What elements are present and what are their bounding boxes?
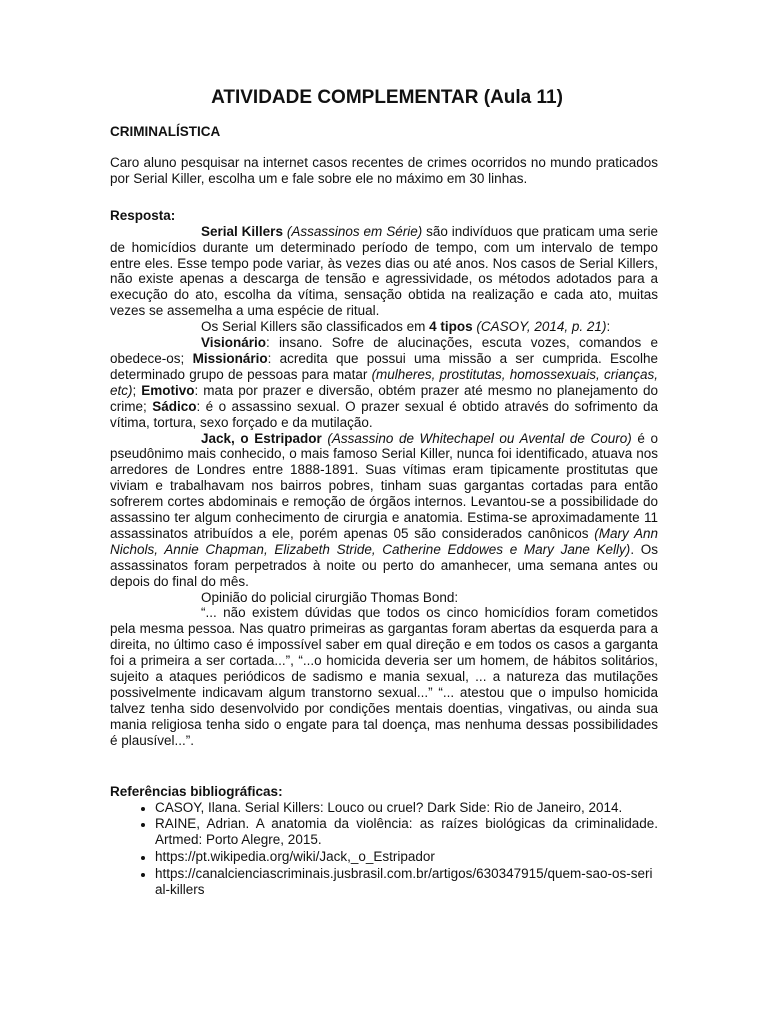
paragraph-types (110, 335, 658, 430)
reference-item: • RAINE, Adrian. A anatomia da violência: as raízes biológicas da criminalidade. Artmed: Porto Alegre, 2015. (155, 816, 658, 848)
reference-link[interactable]: • https://canalcienciascriminais.jusbrasil.com.br/artigos/630347915/quem-sao-os-serial-killers (155, 866, 658, 898)
subject-heading: CRIMINALÍSTICA (110, 124, 221, 139)
type-missionario-examples: (mulheres, prostitutas, homossexuais, crianças, etc) (110, 366, 659, 398)
type-emotivo: Emotivo (141, 382, 195, 398)
reference-link[interactable]: • https://pt.wikipedia.org/wiki/Jack,_o_Estripador (155, 849, 658, 865)
answer-label: Resposta: (110, 207, 176, 223)
paragraph-classification (110, 319, 658, 335)
term-serial-killers: Serial Killers (201, 223, 283, 239)
classification-citation: (CASOY, 2014, p. 21) (476, 319, 607, 335)
type-sadico-desc: : é o assassino sexual. O prazer sexual é obtido através do sofrimento da vítima, tortura, sexo forçado e da mutilação. (110, 398, 658, 430)
type-emotivo-desc: : mata por prazer e diversão, obtém prazer até mesmo no planejamento do crime; (110, 382, 658, 414)
references-heading: Referências bibliográficas: (110, 783, 283, 799)
document-page (110, 86, 658, 899)
paragraph-bond-quote: “... não existem dúvidas que todos os cinco homicídios foram cometidos pela mesma pessoa. Nas quatro primeiras as gargantas foram abertas da esquerda para a direita, no último caso é impossível saber em qual direção e em todos os casos a garganta foi a primeira a ser cortada...”, “...o homicida deveria ser um homem, de hábitos solitários, sujeito a ataques periódicos de sadismo e mania sexual, ... a natureza das mutilações possivelmente indicavam algum transtorno sexual...” “... atestou que o impulso homicida talvez tenha sido desenvolvido por condições mentais doentias, vingativas, ou ainda sua mania religiosa tenha sido o engate para tal doença, mas nenhuma dessas possibilidades é plausível...”. (110, 605, 658, 748)
classification-intro: Os Serial Killers são classificados em (201, 319, 430, 335)
jack-alias: (Assassino de Whitechapel ou Avental de Couro) (327, 430, 632, 446)
type-visionario-desc: : insano. Sofre de alucinações, escuta vozes, comandos e obedece-os; (110, 335, 658, 366)
separator: ; (132, 382, 142, 398)
paragraph-jack (110, 431, 658, 590)
jack-victims: (Mary Ann Nichols, Annie Chapman, Elizabeth Stride, Catherine Eddowes e Mary Jane Kelly) (110, 525, 659, 557)
jack-name: Jack, o Estripador (201, 430, 322, 446)
classification-colon: : (606, 319, 611, 335)
type-missionario: Missionário (192, 350, 268, 366)
reference-item: • CASOY, Ilana. Serial Killers: Louco ou cruel? Dark Side: Rio de Janeiro, 2014. (155, 800, 658, 816)
document-title: ATIVIDADE COMPLEMENTAR (Aula 11) (211, 87, 563, 108)
paragraph-definition (110, 224, 658, 319)
jack-text-1: é o pseudônimo mais conhecido, o mais famoso Serial Killer, nunca foi identificado, atuava nos arredores de Londres entre 1888-1891. Suas vítimas eram tipicamente prostitutas que viviam e trabalhavam nos bairros pobres, tinham suas gargantas cortadas para então sofrerem cortes abdominais e remoção de órgãos internos. Levantou-se a possibilidade do assassino ter algum conhecimento de cirurgia e anatomia. Estima-se aproximadamente 11 assassinatos atribuídos a ele, porém apenas 05 são considerados canônicos (110, 430, 658, 541)
type-missionario-desc: : acredita que possui uma missão a ser cumprida. Escolhe determinado grupo de pessoas para matar (110, 350, 659, 382)
jack-text-2: . Os assassinatos foram perpetrados à noite ou perto do amanhecer, uma semana antes ou depois do final do mês. (110, 541, 658, 589)
type-sadico: Sádico (152, 398, 197, 414)
type-visionario: Visionário (201, 335, 267, 351)
definition-text: são indivíduos que praticam uma serie de homicídios durante um determinado período de tempo, com um intervalo de tempo entre eles. Esse tempo pode variar, às vezes dias ou até anos. Nos casos de Serial Killers, não existe apenas a descarga de tensão e agressividade, os métodos adotados para a execução do ato, escolha da vítima, sensação obtida na realização e cada ato, muitas vezes se assemelha a uma espécie de ritual. (110, 223, 658, 319)
paragraph-bond-intro: Opinião do policial cirurgião Thomas Bond: (201, 589, 459, 605)
types-count: 4 tipos (429, 319, 473, 335)
assignment-prompt: Caro aluno pesquisar na internet casos recentes de crimes ocorridos no mundo praticados por Serial Killer, escolha um e fale sobre ele no máximo em 30 linhas. (110, 155, 658, 186)
references-list (110, 800, 658, 898)
term-gloss: (Assassinos em Série) (286, 223, 423, 239)
